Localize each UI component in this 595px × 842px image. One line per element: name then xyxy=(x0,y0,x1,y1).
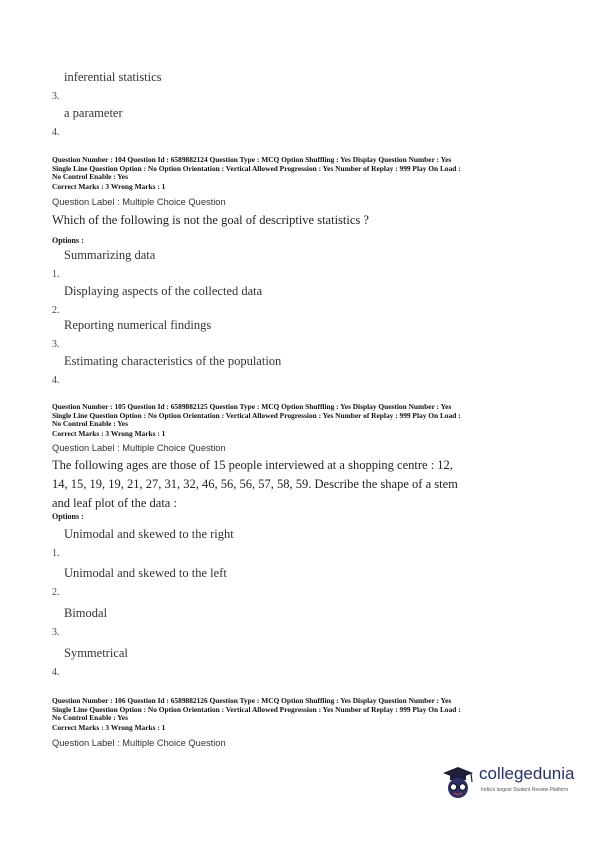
q105-option-2[interactable] xyxy=(52,566,532,598)
option-number: 2. xyxy=(52,305,60,316)
option-number: 3. xyxy=(52,627,60,638)
meta-line: Question Number : 105 Question Id : 6589882125 Question Type : MCQ Option Shuffling : Yes Display Question Number : Yes xyxy=(52,402,452,411)
option-text: Estimating characteristics of the population xyxy=(64,354,282,368)
q104-option-3[interactable] xyxy=(52,318,532,350)
options-heading: Options : xyxy=(52,512,84,521)
option-number: 2. xyxy=(52,587,60,598)
collegedunia-logo xyxy=(441,762,581,804)
meta-line: No Control Enable : Yes xyxy=(52,419,128,429)
question-text-line: and leaf plot of the data : xyxy=(52,496,177,510)
marks-line: Correct Marks : 3 Wrong Marks : 1 xyxy=(52,722,166,732)
question-104-text xyxy=(52,211,552,230)
meta-line: Question Number : 104 Question Id : 6589882124 Question Type : MCQ Option Shuffling : Yes Display Question Number : Yes xyxy=(52,155,452,164)
q104-option-1[interactable] xyxy=(52,248,532,280)
option-text: Unimodal and skewed to the left xyxy=(64,566,227,580)
option-text: Summarizing data xyxy=(64,248,156,262)
q105-option-1[interactable] xyxy=(52,527,532,559)
option-text: Displaying aspects of the collected data xyxy=(64,284,263,298)
option-text: Symmetrical xyxy=(64,646,128,660)
option-text: a parameter xyxy=(64,106,123,120)
question-text-line: Which of the following is not the goal of descriptive statistics ? xyxy=(52,213,369,227)
meta-line: Single Line Question Option : No Option Orientation : Vertical Allowed Progression : Yes Number of Replay : 999 Play On Load : xyxy=(52,163,461,173)
meta-line: Single Line Question Option : No Option Orientation : Vertical Allowed Progression : Yes Number of Replay : 999 Play On Load : xyxy=(52,704,461,714)
question-104-meta xyxy=(52,156,547,191)
q104-option-4[interactable] xyxy=(52,354,532,386)
option-text: Unimodal and skewed to the right xyxy=(64,527,234,541)
logo-tagline: India's largest Student Review Platform xyxy=(481,787,569,793)
option-text: inferential statistics xyxy=(64,70,162,84)
q104-option-2[interactable] xyxy=(52,284,532,316)
question-106-meta xyxy=(52,697,547,732)
meta-line: Single Line Question Option : No Option Orientation : Vertical Allowed Progression : Yes Number of Replay : 999 Play On Load : xyxy=(52,410,461,420)
question-text-line: 14, 15, 19, 19, 21, 27, 31, 32, 46, 56, 56, 57, 58, 59. Describe the shape of a stem xyxy=(52,477,458,491)
option-number: 1. xyxy=(52,548,60,559)
question-text-line: The following ages are those of 15 people interviewed at a shopping centre : 12, xyxy=(52,458,453,472)
question-label: Question Label : Multiple Choice Question xyxy=(52,738,226,748)
option-number: 3. xyxy=(52,339,60,350)
marks-line: Correct Marks : 3 Wrong Marks : 1 xyxy=(52,428,166,438)
question-label: Question Label : Multiple Choice Question xyxy=(52,443,226,453)
question-label: Question Label : Multiple Choice Question xyxy=(52,197,226,207)
meta-line: No Control Enable : Yes xyxy=(52,172,128,182)
question-105-text xyxy=(52,456,552,513)
option-number: 3. xyxy=(52,91,60,102)
option-number: 1. xyxy=(52,269,60,280)
q105-option-3[interactable] xyxy=(52,606,532,638)
prev-option-3 xyxy=(52,70,532,102)
meta-line: Question Number : 106 Question Id : 6589882126 Question Type : MCQ Option Shuffling : Yes Display Question Number : Yes xyxy=(52,696,452,705)
option-text: Reporting numerical findings xyxy=(64,318,212,332)
meta-line: No Control Enable : Yes xyxy=(52,713,128,723)
option-text: Bimodal xyxy=(64,606,108,620)
options-heading: Options : xyxy=(52,236,84,245)
option-number: 4. xyxy=(52,375,60,386)
option-number: 4. xyxy=(52,667,60,678)
question-105-meta xyxy=(52,403,547,438)
option-number: 4. xyxy=(52,127,60,138)
prev-option-4 xyxy=(52,106,532,138)
logo-wordmark: collegedunia xyxy=(479,764,575,783)
q105-option-4[interactable] xyxy=(52,646,532,678)
graduate-mascot-icon xyxy=(441,764,475,800)
marks-line: Correct Marks : 3 Wrong Marks : 1 xyxy=(52,181,166,191)
